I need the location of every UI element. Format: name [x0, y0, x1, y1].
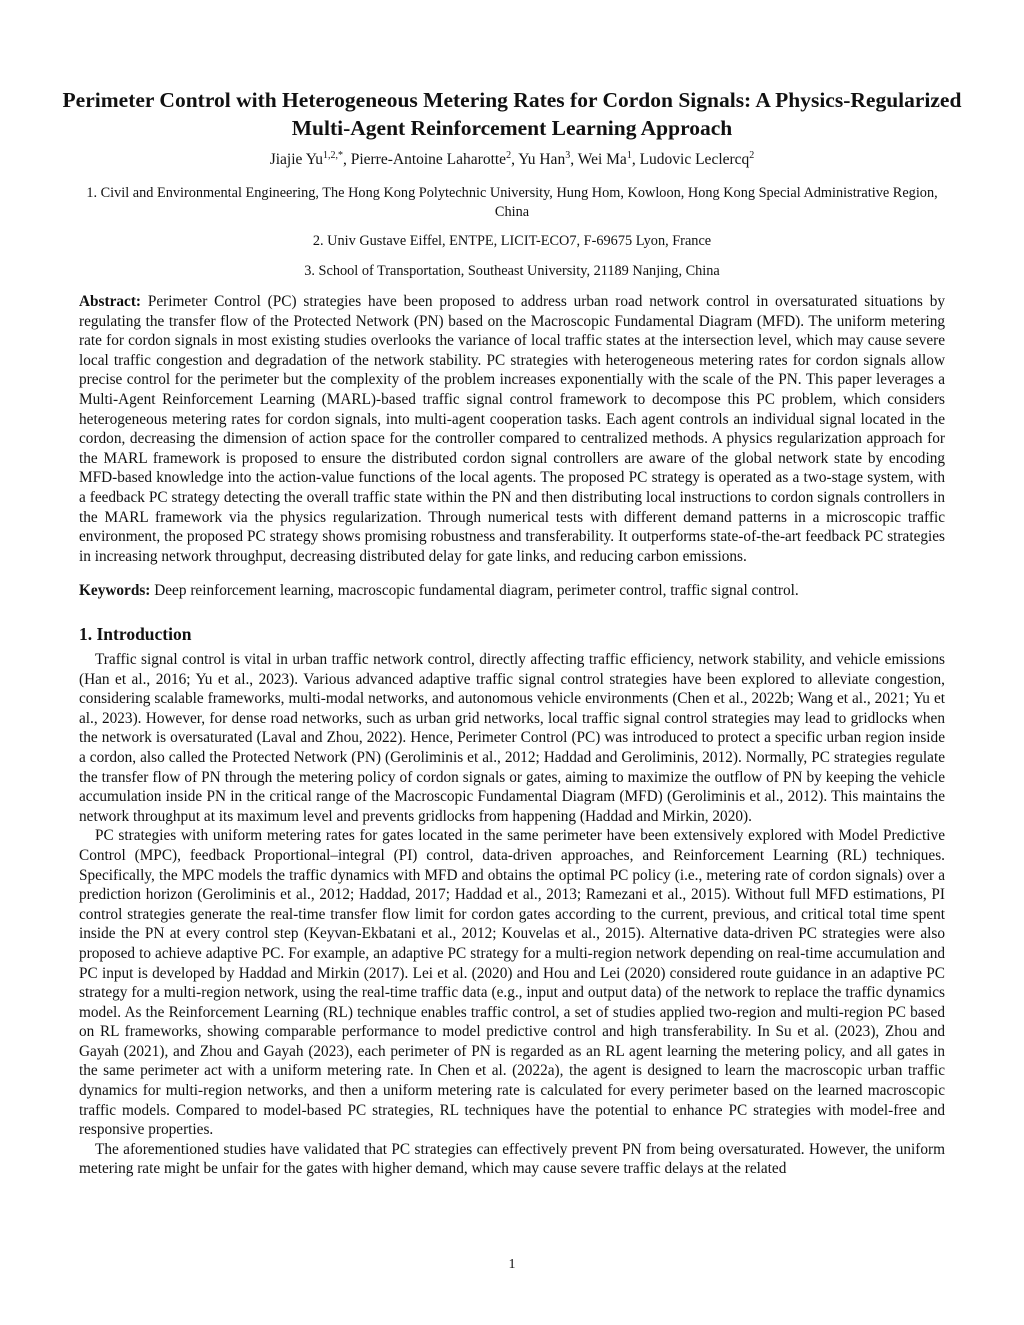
introduction-body	[79, 650, 945, 1179]
section-heading: 1. Introduction	[79, 624, 192, 644]
abstract	[79, 292, 945, 566]
keywords	[79, 581, 945, 601]
affiliation-2: 2. Univ Gustave Eiffel, ENTPE, LICIT-ECO7, F-69675 Lyon, France	[312, 233, 712, 249]
author-separator: ,	[570, 151, 578, 168]
author-name: Ludovic Leclercq	[639, 151, 750, 168]
author-name: Wei Ma	[577, 151, 627, 168]
paper-title: Perimeter Control with Heterogeneous Metering Rates for Cordon Signals: A Physics-Regularized Multi-Agent Reinforcement Learning Approach	[62, 88, 962, 140]
keywords-text: Deep reinforcement learning, macroscopic fundamental diagram, perimeter control, traffic signal control.	[150, 582, 799, 599]
author-affiliation-mark: 2	[749, 149, 755, 161]
author-name: Jiajie Yu	[269, 151, 323, 168]
paragraph: Traffic signal control is vital in urban traffic network control, directly affecting traffic efficiency, network stability, and vehicle emissions (Han et al., 2016; Yu et al., 2023). Various advanced adaptive traffic signal control strategies have been explored to alleviate congestion, considering scalable frameworks, multi-modal networks, and autonomous vehicle environments (Chen et al., 2022b; Wang et al., 2021; Yu et al., 2023). However, for dense road networks, such as urban grid networks, local traffic signal control strategies may lead to gridlocks when the network is oversaturated (Laval and Zhou, 2022). Hence, Perimeter Control (PC) was introduced to protect a specific urban region inside a cordon, also called the Protected Network (PN) (Geroliminis et al., 2012; Haddad and Geroliminis, 2012). Normally, PC strategies regulate the transfer flow of PN through the metering policy of cordon signals or gates, aiming to maximize the outflow of PN by keeping the vehicle accumulation inside PN in the critical range of the Macroscopic Fundamental Diagram (MFD) (Geroliminis et al., 2012). This maintains the network throughput at its maximum level and prevents gridlocks from happening (Haddad and Mirkin, 2020).	[79, 651, 945, 825]
author-list	[60, 150, 964, 170]
abstract-text: Perimeter Control (PC) strategies have been proposed to address urban road network control in oversaturated situations by regulating the transfer flow of the Protected Network (PN) based on the Macroscopic Fundamental Diagram (MFD). The uniform metering rate for cordon signals in most existing studies overlooks the variance of local traffic states at the intersection level, which may cause severe local traffic congestion and degradation of the network stability. PC strategies with heterogeneous metering rates for cordon signals allow precise control for the perimeter but the complexity of the problem increases exponentially with the scale of the PN. This paper leverages a Multi-Agent Reinforcement Learning (MARL)-based traffic signal control framework to decompose this PC problem, which considers heterogeneous metering rates for cordon signals, into multi-agent cooperation tasks. Each agent controls an individual signal located in the cordon, decreasing the dimension of action space for the controller compared to centralized methods. A physics regularization approach for the MARL framework is proposed to ensure the distributed cordon signal controllers are aware of the global network state by encoding MFD-based knowledge into the action-value functions of the local agents. The proposed PC strategy is operated as a two-stage system, with a feedback PC strategy detecting the overall traffic state within the PN and then distributing local instructions to cordon signals controllers in the MARL framework via the physics regularization. Through numerical tests with different demand patterns in a microscopic traffic environment, the proposed PC strategy shows promising robustness and transferability. It outperforms state-of-the-art feedback PC strategies in increasing network throughput, decreasing distributed delay for gate links, and reducing carbon emissions.	[79, 293, 945, 565]
author-affiliation-mark: 3	[565, 149, 571, 161]
author-separator: ,	[511, 151, 519, 168]
keywords-label: Keywords:	[79, 582, 151, 599]
affiliation-3: 3. School of Transportation, Southeast University, 21189 Nanjing, China	[304, 263, 720, 279]
paragraph: PC strategies with uniform metering rates for gates located in the same perimeter have been extensively explored with Model Predictive Control (MPC), feedback Proportional–integral (PI) control, data-driven approaches, and Reinforcement Learning (RL) techniques. Specifically, the MPC models the traffic dynamics with MFD and obtains the optimal PC policy (i.e., metering rate of cordon signals) over a prediction horizon (Geroliminis et al., 2012; Haddad, 2017; Haddad et al., 2013; Ramezani et al., 2015). Without full MFD estimations, PI control strategies generate the real-time transfer flow limit for cordon gates according to the current, previous, and critical total time spent inside the PN at every control step (Keyvan-Ekbatani et al., 2012; Kouvelas et al., 2015). Alternative data-driven PC strategies were also proposed to achieve adaptive PC. For example, an adaptive PC strategy for a multi-region network depending on real-time accumulation and PC input is developed by Haddad and Mirkin (2017). Lei et al. (2020) and Hou and Lei (2020) considered route guidance in an adaptive PC strategy for a multi-region network, using the real-time traffic data (e.g., input and output data) of the network to replace the traffic dynamics model. As the Reinforcement Learning (RL) technique enables traffic control, a set of studies applied two-region and multi-region PC based on RL frameworks, showing comparable performance to model predictive control and high transferability. In Su et al. (2023), Zhou and Gayah (2021), and Zhou and Gayah (2023), each perimeter of PN is regarded as an RL agent learning the metering policy, and all gates in the same perimeter act with a uniform metering rate. In Chen et al. (2022a), the agent is designed to learn the macroscopic urban traffic dynamics for multi-region networks, and then a uniform metering rate is calculated for every perimeter based on the learned macroscopic traffic models. Compared to model-based PC strategies, RL techniques have the potential to enhance PC strategies with model-free and responsive properties.	[79, 827, 945, 1139]
author-name: Yu Han	[518, 151, 566, 168]
author-affiliation-mark: 1	[626, 149, 632, 161]
author-affiliation-mark: 2	[506, 149, 512, 161]
author-affiliation-mark: 1,2,*	[322, 149, 343, 161]
page-number: 1	[508, 1257, 516, 1272]
author-name: Pierre-Antoine Laharotte	[350, 151, 507, 168]
author-separator: ,	[631, 151, 640, 168]
affiliation-1: 1. Civil and Environmental Engineering, The Hong Kong Polytechnic University, Hung Hom, Kowloon, Hong Kong Special Administrative Region, China	[86, 185, 938, 220]
abstract-label: Abstract:	[79, 293, 142, 310]
paragraph: The aforementioned studies have validated that PC strategies can effectively prevent PN from being oversaturated. However, the uniform metering rate might be unfair for the gates with higher demand, which may cause severe traffic delays at the related	[79, 1140, 945, 1178]
author-separator: ,	[342, 151, 351, 168]
